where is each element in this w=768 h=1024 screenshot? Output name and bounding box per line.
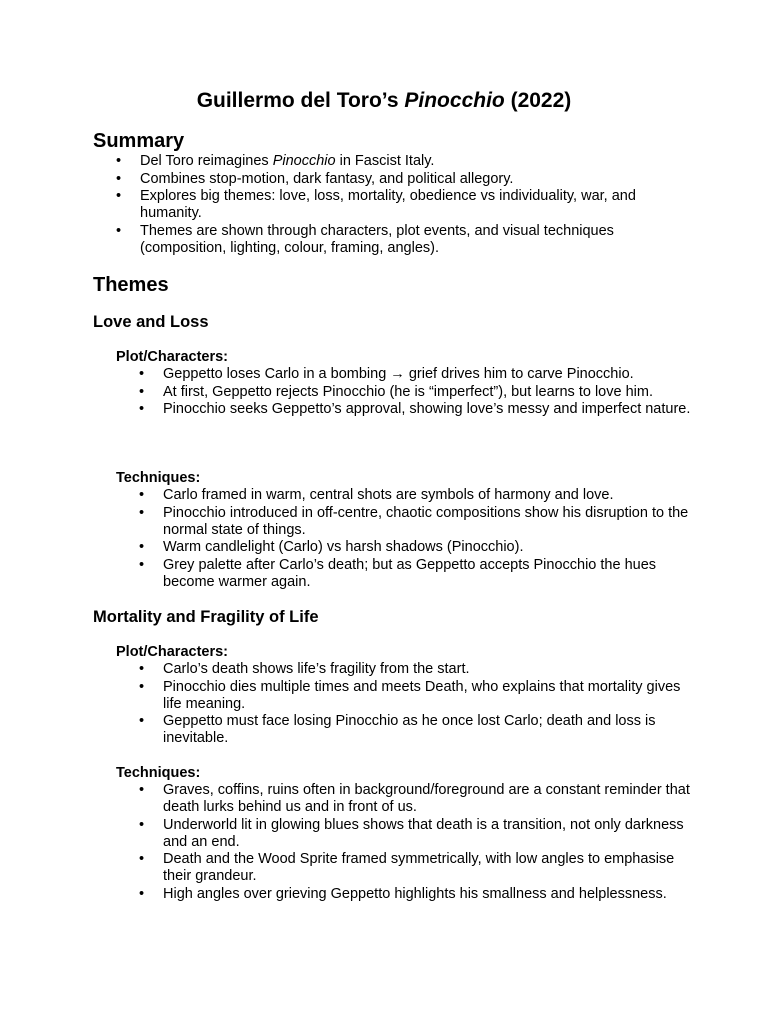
document-title [0, 86, 768, 116]
mortality-techniques-list [139, 782, 699, 903]
list-item: • Underworld lit in glowing blues shows that death is a transition, not only darkness and an end. [139, 817, 699, 851]
list-item: • Pinocchio dies multiple times and meets Death, who explains that mortality gives life meaning. [139, 679, 699, 713]
themes-heading: Themes [93, 274, 169, 296]
list-item: • At first, Geppetto rejects Pinocchio (he is “imperfect”), but learns to love him. [139, 384, 699, 401]
summary-item: • Explores big themes: love, loss, mortality, obedience vs individuality, war, and humanity. [116, 188, 696, 222]
title-film-name: Pinocchio [404, 89, 505, 112]
list-item: • High angles over grieving Geppetto highlights his smallness and helplessness. [139, 886, 699, 903]
love-loss-plot-heading: Plot/Characters: [116, 349, 229, 365]
love-loss-techniques-list [139, 487, 699, 591]
list-item: • Graves, coffins, ruins often in background/foreground are a constant reminder that death lurks behind us and in front of us. [139, 782, 699, 816]
summary-item: • Del Toro reimagines Pinocchio in Fascist Italy. [116, 153, 696, 170]
mortality-heading: Mortality and Fragility of Life [93, 608, 319, 626]
mortality-plot-list [139, 661, 699, 748]
list-item: • Pinocchio introduced in off-centre, chaotic compositions show his disruption to the normal state of things. [139, 505, 699, 539]
summary-heading: Summary [93, 130, 185, 152]
love-loss-heading: Love and Loss [93, 313, 209, 331]
love-loss-plot-list [139, 366, 699, 419]
title-prefix: Guillermo del Toro’s [196, 89, 405, 112]
list-item: • Carlo framed in warm, central shots are symbols of harmony and love. [139, 487, 699, 504]
summary-list [116, 153, 696, 257]
list-item: • Carlo’s death shows life’s fragility from the start. [139, 661, 699, 678]
summary-item: • Themes are shown through characters, plot events, and visual techniques (composition, lighting, colour, framing, angles). [116, 223, 696, 257]
mortality-techniques-heading: Techniques: [116, 765, 201, 781]
list-item: • Pinocchio seeks Geppetto’s approval, showing love’s messy and imperfect nature. [139, 401, 699, 418]
summary-item: • Combines stop-motion, dark fantasy, and political allegory. [116, 171, 696, 188]
list-item: • Geppetto must face losing Pinocchio as he once lost Carlo; death and loss is inevitable. [139, 713, 699, 747]
list-item: • Death and the Wood Sprite framed symmetrically, with low angles to emphasise their grandeur. [139, 851, 699, 885]
list-item: • Warm candlelight (Carlo) vs harsh shadows (Pinocchio). [139, 539, 699, 556]
list-item: • Geppetto loses Carlo in a bombing → grief drives him to carve Pinocchio. [139, 366, 699, 383]
love-loss-techniques-heading: Techniques: [116, 470, 201, 486]
title-year: (2022) [504, 89, 572, 112]
mortality-plot-heading: Plot/Characters: [116, 644, 229, 660]
list-item: • Grey palette after Carlo’s death; but as Geppetto accepts Pinocchio the hues become warmer again. [139, 557, 699, 591]
